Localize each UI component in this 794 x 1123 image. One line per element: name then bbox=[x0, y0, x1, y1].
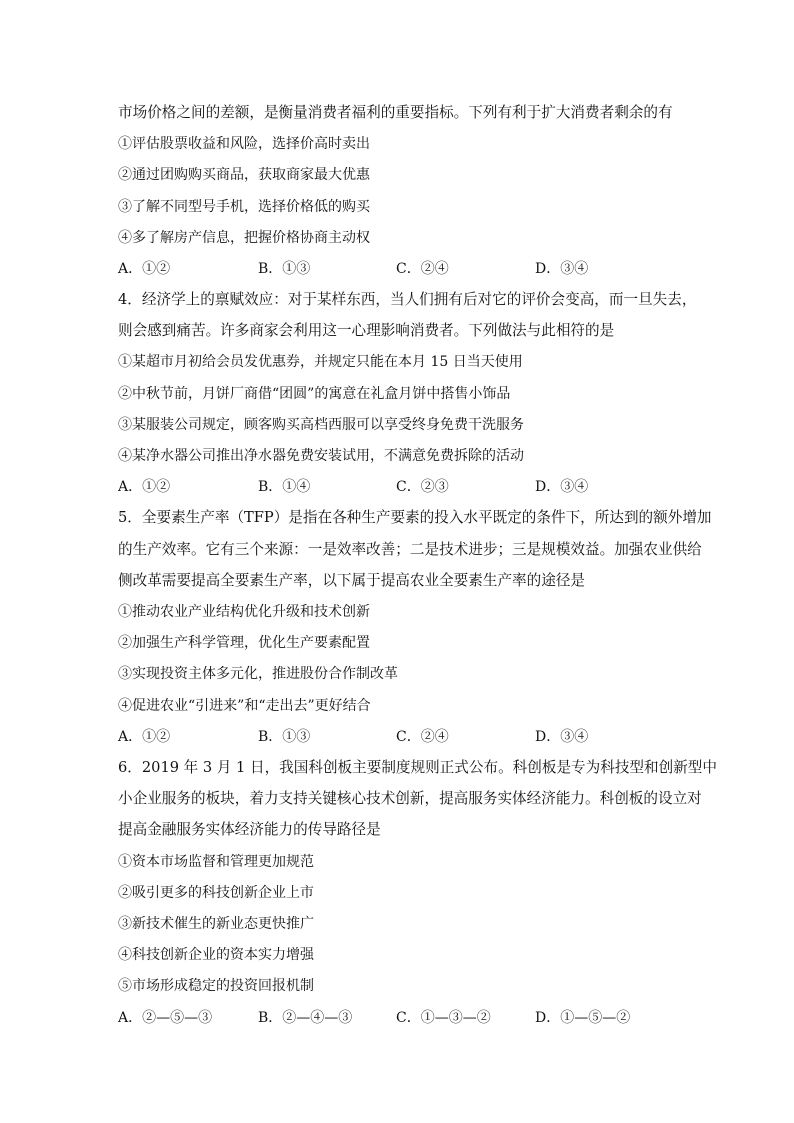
q3-item-2: ②通过团购购买商品，获取商家最大优惠 bbox=[118, 167, 370, 183]
q4-stem-line-2: 则会感到痛苦。许多商家会利用这一心理影响消费者。下列做法与此相符的是 bbox=[118, 322, 615, 339]
q3-item-3: ③了解不同型号手机，选择价格低的购买 bbox=[118, 199, 370, 215]
q5-item-1: ①推动农业产业结构优化升级和技术创新 bbox=[118, 604, 370, 620]
q6-stem-line-1: 6．2019 年 3 月 1 日，我国科创板主要制度规则正式公布。科创板是专为科技型和创新型中 bbox=[118, 759, 717, 776]
q6-option-c: C．①—③—② bbox=[396, 1010, 491, 1026]
q5-item-3: ③实现投资主体多元化，推进股份合作制改革 bbox=[118, 666, 398, 682]
q6-option-d: D．①—⑤—② bbox=[535, 1010, 631, 1026]
q4-option-d: D．③④ bbox=[535, 479, 589, 495]
q6-stem-line-3: 提高金融服务实体经济能力的传导路径是 bbox=[118, 821, 381, 838]
q4-item-3: ③某服装公司规定，顾客购买高档西服可以享受终身免费干洗服务 bbox=[118, 417, 524, 433]
q4-item-2: ②中秋节前，月饼厂商借“团圆”的寓意在礼盒月饼中搭售小饰品 bbox=[118, 386, 511, 402]
q6-item-4: ④科技创新企业的资本实力增强 bbox=[118, 947, 314, 963]
q6-item-5: ⑤市场形成稳定的投资回报机制 bbox=[118, 978, 314, 994]
q6-item-3: ③新技术催生的新业态更快推广 bbox=[118, 916, 314, 932]
q6-option-b: B．②—④—③ bbox=[258, 1010, 353, 1026]
q5-stem-line-2: 的生产效率。它有三个来源：一是效率改善；二是技术进步；三是规模效益。加强农业供给 bbox=[118, 541, 702, 558]
q6-item-2: ②吸引更多的科技创新企业上市 bbox=[118, 885, 314, 901]
q6-item-1: ①资本市场监督和管理更加规范 bbox=[118, 854, 314, 870]
q4-option-c: C．②③ bbox=[396, 479, 449, 495]
q3-option-d: D．③④ bbox=[535, 261, 589, 277]
q3-option-a: A．①② bbox=[118, 261, 171, 277]
q5-stem-line-1: 5．全要素生产率（TFP）是指在各种生产要素的投入水平既定的条件下，所达到的额外增加 bbox=[118, 509, 712, 526]
q3-option-c: C．②④ bbox=[396, 261, 449, 277]
q5-item-2: ②加强生产科学管理，优化生产要素配置 bbox=[118, 635, 370, 651]
q5-stem-line-3: 侧改革需要提高全要素生产率，以下属于提高农业全要素生产率的途径是 bbox=[118, 572, 586, 589]
q5-option-d: D．③④ bbox=[535, 729, 589, 745]
q6-stem-line-2: 小企业服务的板块，着力支持关键核心技术创新，提高服务实体经济能力。科创板的设立对 bbox=[118, 790, 702, 807]
q4-item-1: ①某超市月初给会员发优惠券，并规定只能在本月 15 日当天使用 bbox=[118, 354, 523, 370]
q3-item-1: ①评估股票收益和风险，选择价高时卖出 bbox=[118, 136, 370, 152]
q4-option-b: B．①④ bbox=[258, 479, 311, 495]
q5-option-c: C．②④ bbox=[396, 729, 449, 745]
q5-option-b: B．①③ bbox=[258, 729, 311, 745]
q4-item-4: ④某净水器公司推出净水器免费安装试用，不满意免费拆除的活动 bbox=[118, 448, 524, 464]
q4-option-a: A．①② bbox=[118, 479, 171, 495]
q5-item-4: ④促进农业“引进来”和“走出去”更好结合 bbox=[118, 698, 371, 714]
q6-option-a: A．②—⑤—③ bbox=[118, 1010, 213, 1026]
q4-stem-line-1: 4．经济学上的禀赋效应：对于某样东西，当人们拥有后对它的评价会变高，而一旦失去， bbox=[118, 291, 697, 308]
q3-stem-line: 市场价格之间的差额，是衡量消费者福利的重要指标。下列有利于扩大消费者剩余的有 bbox=[118, 104, 673, 121]
q5-option-a: A．①② bbox=[118, 729, 171, 745]
q3-option-b: B．①③ bbox=[258, 261, 311, 277]
q3-item-4: ④多了解房产信息，把握价格协商主动权 bbox=[118, 230, 370, 246]
